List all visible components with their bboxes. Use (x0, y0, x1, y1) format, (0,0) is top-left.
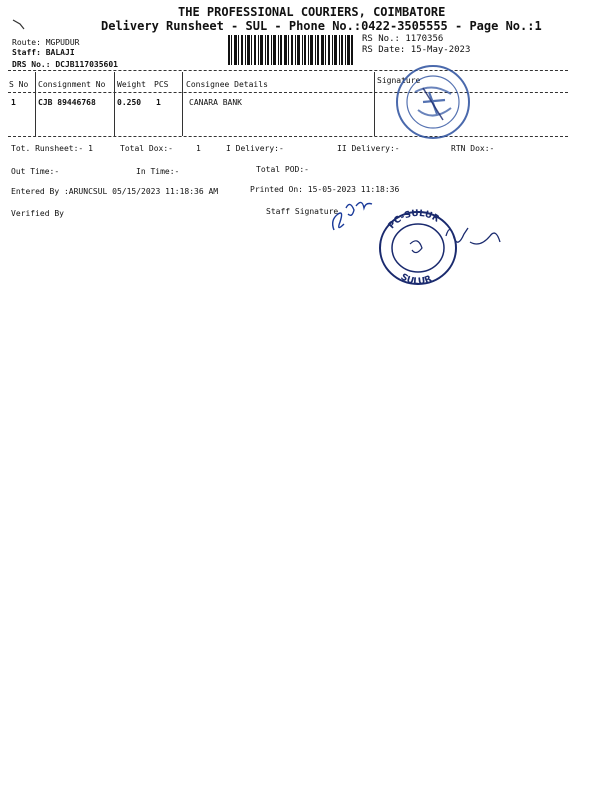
col-header-consignee: Consignee Details (186, 80, 268, 89)
row-consignee: CANARA BANK (189, 98, 242, 107)
in-time: In Time:- (136, 167, 180, 176)
col-divider (35, 72, 36, 136)
drs-label: DRS No.: (12, 60, 51, 69)
i-delivery: I Delivery:- (226, 144, 284, 153)
drs-value: DCJB117035601 (55, 60, 118, 69)
row-sno: 1 (11, 98, 16, 107)
printed-on: Printed On: 15-05-2023 11:18:36 (250, 185, 400, 194)
col-header-signature: Signature (377, 76, 421, 85)
row-weight: 0.250 (117, 98, 142, 107)
stamp-bottom-text: SULUR (398, 272, 434, 288)
route-row (12, 38, 79, 47)
staff-signature-label: Staff Signature (266, 207, 339, 216)
ii-delivery: II Delivery:- (337, 144, 400, 153)
col-divider (182, 72, 183, 136)
company-title: THE PROFESSIONAL COURIERS, COIMBATORE (178, 5, 446, 19)
total-dox-label: Total Dox:- (120, 144, 173, 153)
tot-runsheet: Tot. Runsheet:- 1 (11, 144, 93, 153)
route-label: Route: (12, 38, 41, 47)
signature-scribble (440, 218, 505, 256)
staff-value: BALAJI (45, 48, 75, 57)
table-top-rule (8, 70, 568, 71)
runsheet-subtitle: Delivery Runsheet - SUL - Phone No.:0422-3505555 - Page No.:1 (101, 19, 542, 33)
col-header-weight: Weight (117, 80, 146, 89)
rs-date-row (362, 45, 470, 55)
entered-by: Entered By :ARUNCSUL 05/15/2023 11:18:36 AM (11, 187, 219, 196)
staff-label: Staff: (12, 48, 41, 57)
total-pod: Total POD:- (256, 165, 309, 174)
col-header-consignment: Consignment No (38, 80, 106, 89)
scan-mark (12, 18, 26, 30)
rs-date-value: 15-May-2023 (410, 45, 471, 55)
rs-no-label: RS No.: (362, 34, 400, 44)
route-value: MGPUDUR (45, 38, 80, 47)
table-bottom-rule (8, 136, 568, 137)
rs-no-row (362, 34, 443, 44)
barcode (228, 35, 353, 65)
stamp-top-text: PC-SULUR (386, 208, 441, 232)
total-dox-value: 1 (196, 144, 201, 153)
verified-by: Verified By (11, 209, 64, 218)
col-divider (374, 72, 375, 136)
rtn-dox: RTN Dox:- (451, 144, 495, 153)
delivery-stamp (393, 62, 473, 142)
drs-row (12, 60, 118, 69)
table-header-rule (8, 92, 568, 93)
col-divider (114, 72, 115, 136)
rs-no-value: 1170356 (405, 34, 444, 44)
col-header-sno: S No (9, 80, 29, 89)
svg-text:SULUR (399, 272, 434, 287)
row-consignment: CJB 89446768 (38, 98, 96, 107)
row-pcs: 1 (156, 98, 161, 107)
out-time: Out Time:- (11, 167, 60, 176)
handwritten-signature (328, 192, 378, 237)
rs-date-label: RS Date: (362, 45, 406, 55)
staff-row (12, 48, 75, 57)
col-header-pcs: PCS (154, 80, 169, 89)
